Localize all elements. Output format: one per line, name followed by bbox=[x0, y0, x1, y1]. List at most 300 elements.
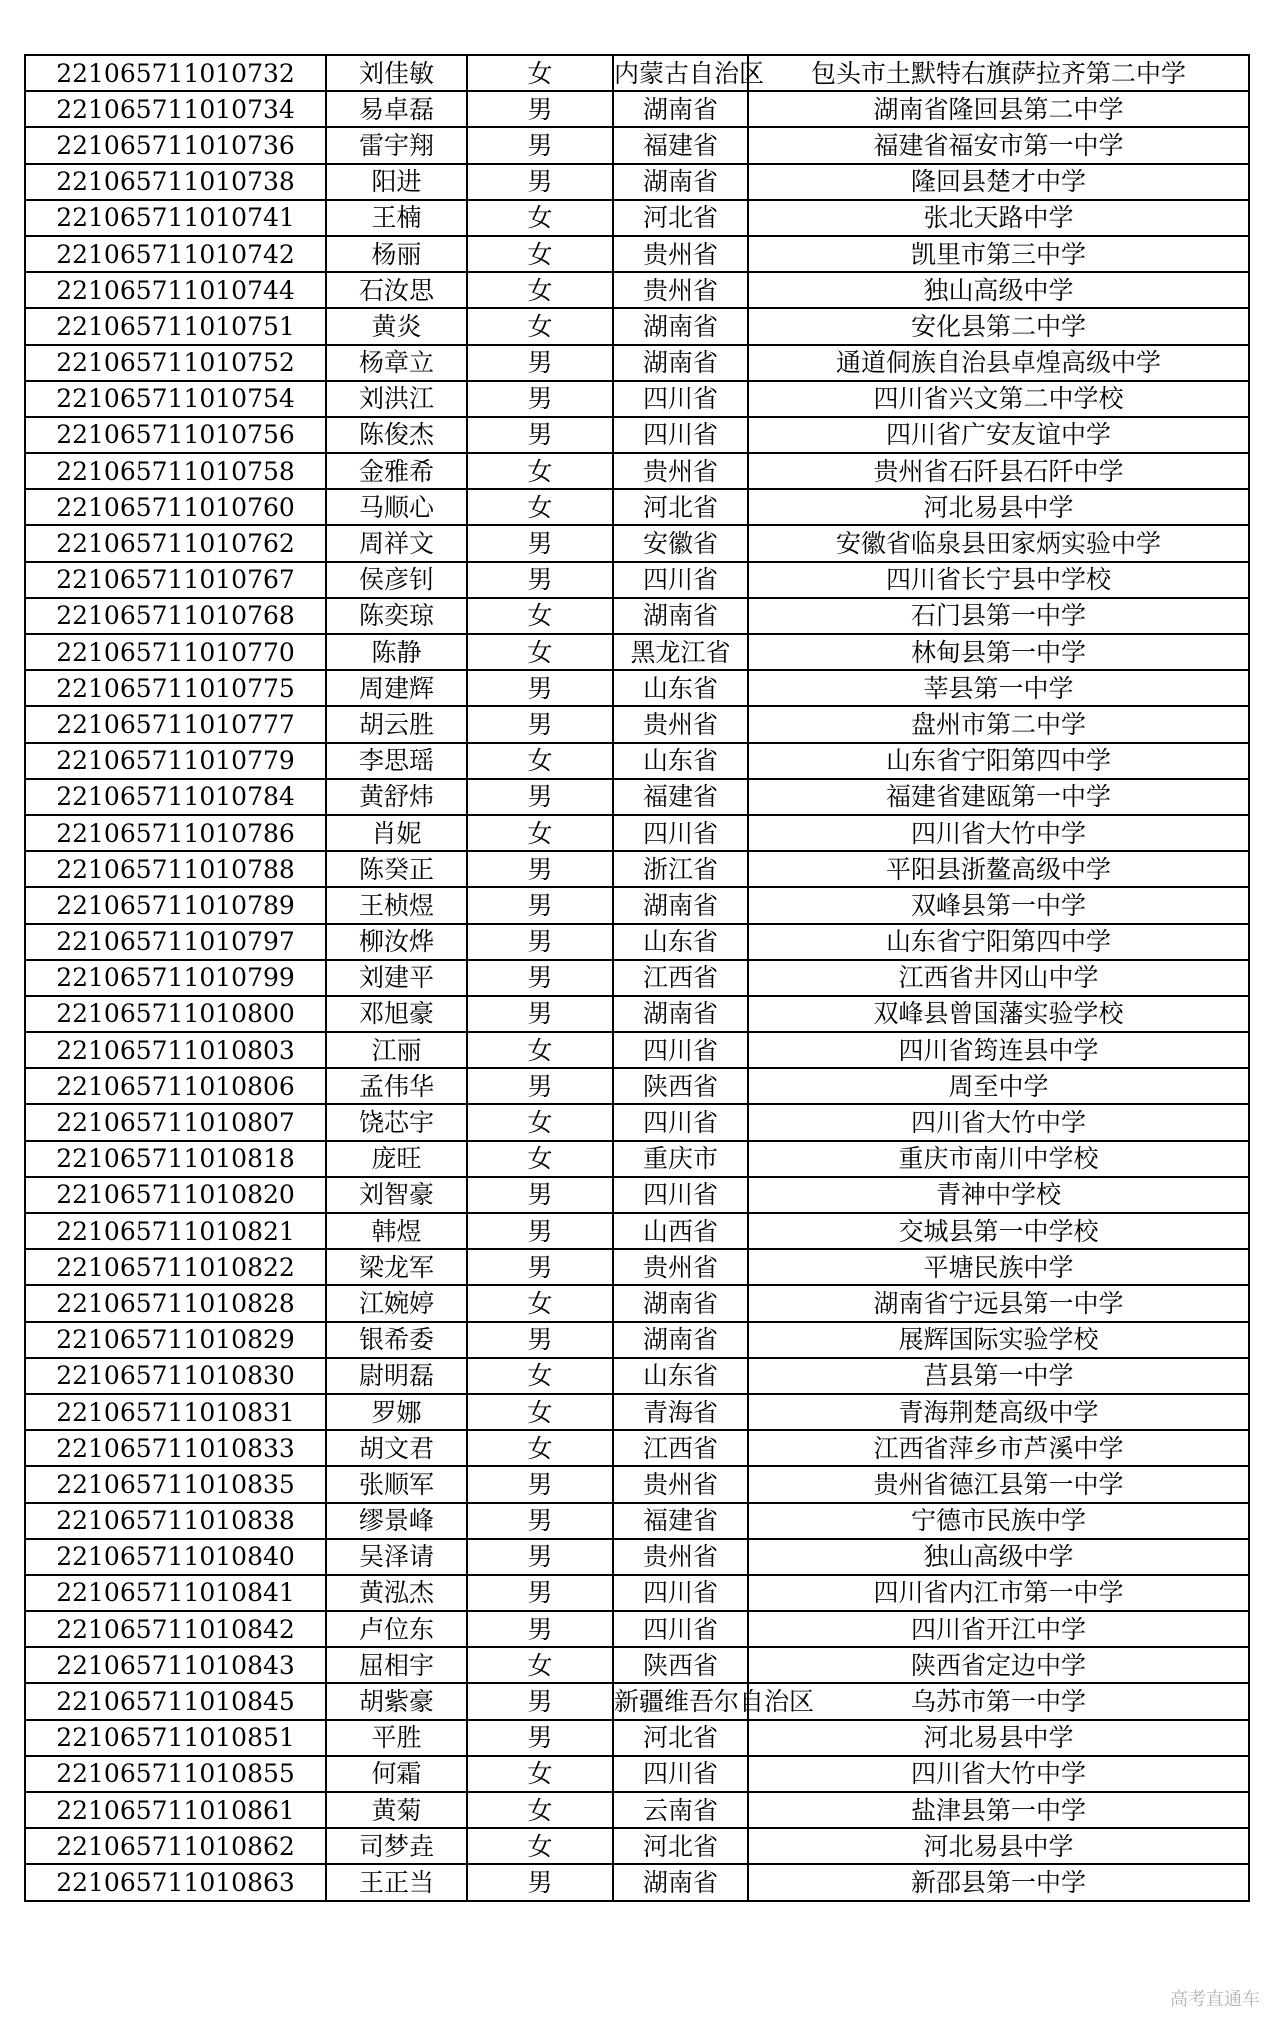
gender-cell: 男 bbox=[467, 164, 613, 200]
gender-cell: 男 bbox=[467, 1466, 613, 1502]
candidate-id-cell: 221065711010807 bbox=[25, 1104, 326, 1140]
school-cell: 张北天路中学 bbox=[748, 200, 1249, 236]
gender-cell: 女 bbox=[467, 1141, 613, 1177]
candidate-id-cell: 221065711010822 bbox=[25, 1249, 326, 1285]
gender-cell: 男 bbox=[467, 1539, 613, 1575]
province-cell: 四川省 bbox=[613, 562, 748, 598]
gender-cell: 男 bbox=[467, 91, 613, 127]
name-cell: 陈癸正 bbox=[326, 851, 467, 887]
gender-cell: 女 bbox=[467, 743, 613, 779]
school-cell: 新邵县第一中学 bbox=[748, 1864, 1249, 1900]
candidate-id-cell: 221065711010762 bbox=[25, 525, 326, 561]
gender-cell: 女 bbox=[467, 272, 613, 308]
name-cell: 饶芯宇 bbox=[326, 1104, 467, 1140]
table-row bbox=[25, 91, 1249, 127]
gender-cell: 女 bbox=[467, 200, 613, 236]
table-row bbox=[25, 1864, 1249, 1900]
gender-cell: 女 bbox=[467, 308, 613, 344]
table-row bbox=[25, 598, 1249, 634]
school-cell: 周至中学 bbox=[748, 1068, 1249, 1104]
school-cell: 乌苏市第一中学 bbox=[748, 1683, 1249, 1719]
province-cell: 贵州省 bbox=[613, 453, 748, 489]
candidate-id-cell: 221065711010738 bbox=[25, 164, 326, 200]
province-cell: 福建省 bbox=[613, 127, 748, 163]
name-cell: 周建辉 bbox=[326, 670, 467, 706]
gender-cell: 女 bbox=[467, 55, 613, 91]
gender-cell: 男 bbox=[467, 525, 613, 561]
name-cell: 金雅希 bbox=[326, 453, 467, 489]
candidate-id-cell: 221065711010736 bbox=[25, 127, 326, 163]
gender-cell: 男 bbox=[467, 1503, 613, 1539]
province-cell: 贵州省 bbox=[613, 706, 748, 742]
name-cell: 陈奕琼 bbox=[326, 598, 467, 634]
gender-cell: 女 bbox=[467, 1032, 613, 1068]
name-cell: 罗娜 bbox=[326, 1394, 467, 1430]
school-cell: 展辉国际实验学校 bbox=[748, 1322, 1249, 1358]
gender-cell: 女 bbox=[467, 1430, 613, 1466]
school-cell: 四川省大竹中学 bbox=[748, 1756, 1249, 1792]
name-cell: 王桢煜 bbox=[326, 887, 467, 923]
candidate-id-cell: 221065711010777 bbox=[25, 706, 326, 742]
gender-cell: 男 bbox=[467, 1611, 613, 1647]
candidate-id-cell: 221065711010752 bbox=[25, 345, 326, 381]
name-cell: 黄泓杰 bbox=[326, 1575, 467, 1611]
table-row bbox=[25, 1683, 1249, 1719]
name-cell: 何霜 bbox=[326, 1756, 467, 1792]
candidate-id-cell: 221065711010818 bbox=[25, 1141, 326, 1177]
school-cell: 青海荆楚高级中学 bbox=[748, 1394, 1249, 1430]
table-row bbox=[25, 779, 1249, 815]
candidate-id-cell: 221065711010840 bbox=[25, 1539, 326, 1575]
school-cell: 江西省井冈山中学 bbox=[748, 960, 1249, 996]
province-cell: 湖南省 bbox=[613, 1864, 748, 1900]
table-row bbox=[25, 887, 1249, 923]
province-cell: 山东省 bbox=[613, 670, 748, 706]
gender-cell: 女 bbox=[467, 1285, 613, 1321]
candidate-id-cell: 221065711010767 bbox=[25, 562, 326, 598]
candidate-id-cell: 221065711010786 bbox=[25, 815, 326, 851]
school-cell: 通道侗族自治县卓煌高级中学 bbox=[748, 345, 1249, 381]
gender-cell: 男 bbox=[467, 1683, 613, 1719]
name-cell: 银希委 bbox=[326, 1322, 467, 1358]
name-cell: 江丽 bbox=[326, 1032, 467, 1068]
name-cell: 陈俊杰 bbox=[326, 417, 467, 453]
candidate-id-cell: 221065711010732 bbox=[25, 55, 326, 91]
table-row bbox=[25, 55, 1249, 91]
gender-cell: 男 bbox=[467, 851, 613, 887]
table-row bbox=[25, 308, 1249, 344]
gender-cell: 男 bbox=[467, 381, 613, 417]
candidate-id-cell: 221065711010863 bbox=[25, 1864, 326, 1900]
name-cell: 刘洪江 bbox=[326, 381, 467, 417]
name-cell: 司梦垚 bbox=[326, 1828, 467, 1864]
candidate-id-cell: 221065711010756 bbox=[25, 417, 326, 453]
candidate-id-cell: 221065711010789 bbox=[25, 887, 326, 923]
table-row bbox=[25, 453, 1249, 489]
table-row bbox=[25, 1068, 1249, 1104]
table-row bbox=[25, 1430, 1249, 1466]
school-cell: 莒县第一中学 bbox=[748, 1358, 1249, 1394]
school-cell: 四川省大竹中学 bbox=[748, 1104, 1249, 1140]
school-cell: 江西省萍乡市芦溪中学 bbox=[748, 1430, 1249, 1466]
candidate-id-cell: 221065711010784 bbox=[25, 779, 326, 815]
name-cell: 易卓磊 bbox=[326, 91, 467, 127]
province-cell: 青海省 bbox=[613, 1394, 748, 1430]
candidate-id-cell: 221065711010845 bbox=[25, 1683, 326, 1719]
school-cell: 四川省大竹中学 bbox=[748, 815, 1249, 851]
table-row bbox=[25, 1394, 1249, 1430]
province-cell: 山东省 bbox=[613, 743, 748, 779]
candidate-id-cell: 221065711010842 bbox=[25, 1611, 326, 1647]
school-cell: 福建省建瓯第一中学 bbox=[748, 779, 1249, 815]
province-cell: 江西省 bbox=[613, 960, 748, 996]
candidate-id-cell: 221065711010835 bbox=[25, 1466, 326, 1502]
table-row bbox=[25, 1141, 1249, 1177]
school-cell: 盘州市第二中学 bbox=[748, 706, 1249, 742]
table-row bbox=[25, 1213, 1249, 1249]
province-cell: 山西省 bbox=[613, 1213, 748, 1249]
candidate-id-cell: 221065711010828 bbox=[25, 1285, 326, 1321]
school-cell: 河北易县中学 bbox=[748, 1720, 1249, 1756]
school-cell: 四川省长宁县中学校 bbox=[748, 562, 1249, 598]
candidate-id-cell: 221065711010851 bbox=[25, 1720, 326, 1756]
gender-cell: 男 bbox=[467, 1213, 613, 1249]
table-row bbox=[25, 1358, 1249, 1394]
candidate-id-cell: 221065711010829 bbox=[25, 1322, 326, 1358]
candidate-id-cell: 221065711010861 bbox=[25, 1792, 326, 1828]
table-row bbox=[25, 1611, 1249, 1647]
province-cell: 山东省 bbox=[613, 1358, 748, 1394]
candidate-id-cell: 221065711010742 bbox=[25, 236, 326, 272]
table-row bbox=[25, 562, 1249, 598]
name-cell: 刘建平 bbox=[326, 960, 467, 996]
province-cell: 湖南省 bbox=[613, 345, 748, 381]
school-cell: 石门县第一中学 bbox=[748, 598, 1249, 634]
table-row bbox=[25, 236, 1249, 272]
province-cell: 贵州省 bbox=[613, 272, 748, 308]
candidate-id-cell: 221065711010830 bbox=[25, 1358, 326, 1394]
province-cell: 四川省 bbox=[613, 381, 748, 417]
province-cell: 湖南省 bbox=[613, 164, 748, 200]
admission-list-table bbox=[24, 54, 1250, 1902]
name-cell: 王正当 bbox=[326, 1864, 467, 1900]
province-cell: 浙江省 bbox=[613, 851, 748, 887]
province-cell: 福建省 bbox=[613, 779, 748, 815]
table-row bbox=[25, 743, 1249, 779]
province-cell: 湖南省 bbox=[613, 91, 748, 127]
school-cell: 贵州省德江县第一中学 bbox=[748, 1466, 1249, 1502]
table-row bbox=[25, 1249, 1249, 1285]
candidate-id-cell: 221065711010820 bbox=[25, 1177, 326, 1213]
school-cell: 河北易县中学 bbox=[748, 489, 1249, 525]
table-row bbox=[25, 1792, 1249, 1828]
table-row bbox=[25, 127, 1249, 163]
name-cell: 张顺军 bbox=[326, 1466, 467, 1502]
table-row bbox=[25, 670, 1249, 706]
table-row bbox=[25, 417, 1249, 453]
candidate-id-cell: 221065711010751 bbox=[25, 308, 326, 344]
province-cell: 云南省 bbox=[613, 1792, 748, 1828]
table-row bbox=[25, 634, 1249, 670]
school-cell: 宁德市民族中学 bbox=[748, 1503, 1249, 1539]
table-row bbox=[25, 924, 1249, 960]
province-cell: 河北省 bbox=[613, 200, 748, 236]
province-cell: 四川省 bbox=[613, 815, 748, 851]
table-row bbox=[25, 1647, 1249, 1683]
name-cell: 王楠 bbox=[326, 200, 467, 236]
school-cell: 河北易县中学 bbox=[748, 1828, 1249, 1864]
name-cell: 杨丽 bbox=[326, 236, 467, 272]
school-cell: 隆回县楚才中学 bbox=[748, 164, 1249, 200]
name-cell: 梁龙军 bbox=[326, 1249, 467, 1285]
table-row bbox=[25, 200, 1249, 236]
candidate-id-cell: 221065711010855 bbox=[25, 1756, 326, 1792]
school-cell: 独山高级中学 bbox=[748, 272, 1249, 308]
school-cell: 林甸县第一中学 bbox=[748, 634, 1249, 670]
school-cell: 陕西省定边中学 bbox=[748, 1647, 1249, 1683]
school-cell: 四川省内江市第一中学 bbox=[748, 1575, 1249, 1611]
candidate-id-cell: 221065711010758 bbox=[25, 453, 326, 489]
province-cell: 四川省 bbox=[613, 1756, 748, 1792]
candidate-id-cell: 221065711010862 bbox=[25, 1828, 326, 1864]
name-cell: 胡紫豪 bbox=[326, 1683, 467, 1719]
gender-cell: 女 bbox=[467, 598, 613, 634]
gender-cell: 女 bbox=[467, 1647, 613, 1683]
candidate-id-cell: 221065711010741 bbox=[25, 200, 326, 236]
gender-cell: 女 bbox=[467, 815, 613, 851]
gender-cell: 男 bbox=[467, 1177, 613, 1213]
province-cell: 贵州省 bbox=[613, 1466, 748, 1502]
province-cell: 四川省 bbox=[613, 1177, 748, 1213]
name-cell: 邓旭豪 bbox=[326, 996, 467, 1032]
name-cell: 雷宇翔 bbox=[326, 127, 467, 163]
province-cell: 贵州省 bbox=[613, 236, 748, 272]
school-cell: 湖南省隆回县第二中学 bbox=[748, 91, 1249, 127]
table-row bbox=[25, 1104, 1249, 1140]
province-cell: 内蒙古自治区 bbox=[613, 55, 748, 91]
candidate-id-cell: 221065711010770 bbox=[25, 634, 326, 670]
province-cell: 四川省 bbox=[613, 1104, 748, 1140]
candidate-id-cell: 221065711010841 bbox=[25, 1575, 326, 1611]
table-row bbox=[25, 1466, 1249, 1502]
school-cell: 独山高级中学 bbox=[748, 1539, 1249, 1575]
province-cell: 新疆维吾尔自治区 bbox=[613, 1683, 748, 1719]
table-row bbox=[25, 525, 1249, 561]
table-row bbox=[25, 164, 1249, 200]
gender-cell: 男 bbox=[467, 417, 613, 453]
table-row bbox=[25, 1032, 1249, 1068]
name-cell: 阳进 bbox=[326, 164, 467, 200]
candidate-id-cell: 221065711010779 bbox=[25, 743, 326, 779]
gender-cell: 女 bbox=[467, 1358, 613, 1394]
gender-cell: 女 bbox=[467, 1104, 613, 1140]
school-cell: 交城县第一中学校 bbox=[748, 1213, 1249, 1249]
name-cell: 刘智豪 bbox=[326, 1177, 467, 1213]
name-cell: 杨章立 bbox=[326, 345, 467, 381]
candidate-id-cell: 221065711010754 bbox=[25, 381, 326, 417]
province-cell: 湖南省 bbox=[613, 308, 748, 344]
watermark: 高考直通车 bbox=[1170, 1989, 1260, 2010]
table-row bbox=[25, 1756, 1249, 1792]
name-cell: 黄菊 bbox=[326, 1792, 467, 1828]
school-cell: 四川省筠连县中学 bbox=[748, 1032, 1249, 1068]
province-cell: 江西省 bbox=[613, 1430, 748, 1466]
school-cell: 四川省广安友谊中学 bbox=[748, 417, 1249, 453]
table-row bbox=[25, 960, 1249, 996]
province-cell: 福建省 bbox=[613, 1503, 748, 1539]
gender-cell: 女 bbox=[467, 1394, 613, 1430]
gender-cell: 女 bbox=[467, 634, 613, 670]
province-cell: 重庆市 bbox=[613, 1141, 748, 1177]
candidate-id-cell: 221065711010821 bbox=[25, 1213, 326, 1249]
candidate-id-cell: 221065711010843 bbox=[25, 1647, 326, 1683]
table-row bbox=[25, 1575, 1249, 1611]
school-cell: 平塘民族中学 bbox=[748, 1249, 1249, 1285]
name-cell: 石汝思 bbox=[326, 272, 467, 308]
name-cell: 缪景峰 bbox=[326, 1503, 467, 1539]
table-row bbox=[25, 381, 1249, 417]
school-cell: 贵州省石阡县石阡中学 bbox=[748, 453, 1249, 489]
gender-cell: 男 bbox=[467, 127, 613, 163]
gender-cell: 男 bbox=[467, 1249, 613, 1285]
gender-cell: 男 bbox=[467, 924, 613, 960]
province-cell: 四川省 bbox=[613, 1032, 748, 1068]
school-cell: 山东省宁阳第四中学 bbox=[748, 743, 1249, 779]
gender-cell: 男 bbox=[467, 670, 613, 706]
school-cell: 山东省宁阳第四中学 bbox=[748, 924, 1249, 960]
gender-cell: 男 bbox=[467, 1068, 613, 1104]
school-cell: 福建省福安市第一中学 bbox=[748, 127, 1249, 163]
gender-cell: 女 bbox=[467, 453, 613, 489]
province-cell: 湖南省 bbox=[613, 1285, 748, 1321]
gender-cell: 男 bbox=[467, 1864, 613, 1900]
province-cell: 陕西省 bbox=[613, 1068, 748, 1104]
table-row bbox=[25, 1720, 1249, 1756]
gender-cell: 女 bbox=[467, 236, 613, 272]
table-body bbox=[25, 55, 1249, 1901]
province-cell: 河北省 bbox=[613, 1720, 748, 1756]
table-row bbox=[25, 1285, 1249, 1321]
candidate-id-cell: 221065711010768 bbox=[25, 598, 326, 634]
school-cell: 重庆市南川中学校 bbox=[748, 1141, 1249, 1177]
table-row bbox=[25, 1828, 1249, 1864]
candidate-id-cell: 221065711010833 bbox=[25, 1430, 326, 1466]
name-cell: 陈静 bbox=[326, 634, 467, 670]
school-cell: 四川省开江中学 bbox=[748, 1611, 1249, 1647]
gender-cell: 女 bbox=[467, 1792, 613, 1828]
province-cell: 安徽省 bbox=[613, 525, 748, 561]
gender-cell: 男 bbox=[467, 562, 613, 598]
school-cell: 双峰县第一中学 bbox=[748, 887, 1249, 923]
province-cell: 湖南省 bbox=[613, 887, 748, 923]
gender-cell: 男 bbox=[467, 996, 613, 1032]
province-cell: 湖南省 bbox=[613, 1322, 748, 1358]
candidate-id-cell: 221065711010734 bbox=[25, 91, 326, 127]
candidate-id-cell: 221065711010838 bbox=[25, 1503, 326, 1539]
name-cell: 尉明磊 bbox=[326, 1358, 467, 1394]
province-cell: 河北省 bbox=[613, 1828, 748, 1864]
province-cell: 山东省 bbox=[613, 924, 748, 960]
province-cell: 河北省 bbox=[613, 489, 748, 525]
gender-cell: 男 bbox=[467, 779, 613, 815]
province-cell: 贵州省 bbox=[613, 1249, 748, 1285]
gender-cell: 男 bbox=[467, 887, 613, 923]
name-cell: 胡云胜 bbox=[326, 706, 467, 742]
gender-cell: 女 bbox=[467, 1756, 613, 1792]
name-cell: 侯彦钊 bbox=[326, 562, 467, 598]
name-cell: 柳汝烨 bbox=[326, 924, 467, 960]
name-cell: 胡文君 bbox=[326, 1430, 467, 1466]
school-cell: 双峰县曾国藩实验学校 bbox=[748, 996, 1249, 1032]
name-cell: 刘佳敏 bbox=[326, 55, 467, 91]
province-cell: 四川省 bbox=[613, 1611, 748, 1647]
name-cell: 黄炎 bbox=[326, 308, 467, 344]
candidate-id-cell: 221065711010797 bbox=[25, 924, 326, 960]
table-row bbox=[25, 1539, 1249, 1575]
school-cell: 四川省兴文第二中学校 bbox=[748, 381, 1249, 417]
table-row bbox=[25, 706, 1249, 742]
candidate-id-cell: 221065711010800 bbox=[25, 996, 326, 1032]
table-row bbox=[25, 489, 1249, 525]
school-cell: 青神中学校 bbox=[748, 1177, 1249, 1213]
province-cell: 黑龙江省 bbox=[613, 634, 748, 670]
school-cell: 盐津县第一中学 bbox=[748, 1792, 1249, 1828]
table-row bbox=[25, 851, 1249, 887]
candidate-id-cell: 221065711010788 bbox=[25, 851, 326, 887]
name-cell: 周祥文 bbox=[326, 525, 467, 561]
school-cell: 莘县第一中学 bbox=[748, 670, 1249, 706]
province-cell: 陕西省 bbox=[613, 1647, 748, 1683]
school-cell: 湖南省宁远县第一中学 bbox=[748, 1285, 1249, 1321]
name-cell: 李思瑶 bbox=[326, 743, 467, 779]
candidate-id-cell: 221065711010744 bbox=[25, 272, 326, 308]
name-cell: 韩煜 bbox=[326, 1213, 467, 1249]
name-cell: 肖妮 bbox=[326, 815, 467, 851]
gender-cell: 女 bbox=[467, 489, 613, 525]
table-row bbox=[25, 1322, 1249, 1358]
gender-cell: 男 bbox=[467, 345, 613, 381]
school-cell: 安徽省临泉县田家炳实验中学 bbox=[748, 525, 1249, 561]
candidate-id-cell: 221065711010803 bbox=[25, 1032, 326, 1068]
table-row bbox=[25, 1503, 1249, 1539]
gender-cell: 男 bbox=[467, 1575, 613, 1611]
name-cell: 黄舒炜 bbox=[326, 779, 467, 815]
gender-cell: 男 bbox=[467, 1720, 613, 1756]
name-cell: 平胜 bbox=[326, 1720, 467, 1756]
candidate-id-cell: 221065711010760 bbox=[25, 489, 326, 525]
candidate-id-cell: 221065711010775 bbox=[25, 670, 326, 706]
name-cell: 马顺心 bbox=[326, 489, 467, 525]
province-cell: 四川省 bbox=[613, 1575, 748, 1611]
school-cell: 安化县第二中学 bbox=[748, 308, 1249, 344]
gender-cell: 男 bbox=[467, 1322, 613, 1358]
name-cell: 屈相宇 bbox=[326, 1647, 467, 1683]
gender-cell: 女 bbox=[467, 1828, 613, 1864]
name-cell: 吴泽请 bbox=[326, 1539, 467, 1575]
school-cell: 包头市土默特右旗萨拉齐第二中学 bbox=[748, 55, 1249, 91]
name-cell: 孟伟华 bbox=[326, 1068, 467, 1104]
candidate-id-cell: 221065711010799 bbox=[25, 960, 326, 996]
province-cell: 四川省 bbox=[613, 417, 748, 453]
candidate-id-cell: 221065711010831 bbox=[25, 1394, 326, 1430]
school-cell: 凯里市第三中学 bbox=[748, 236, 1249, 272]
school-cell: 平阳县浙鳌高级中学 bbox=[748, 851, 1249, 887]
name-cell: 庞旺 bbox=[326, 1141, 467, 1177]
name-cell: 卢位东 bbox=[326, 1611, 467, 1647]
candidate-id-cell: 221065711010806 bbox=[25, 1068, 326, 1104]
table-row bbox=[25, 815, 1249, 851]
name-cell: 江婉婷 bbox=[326, 1285, 467, 1321]
